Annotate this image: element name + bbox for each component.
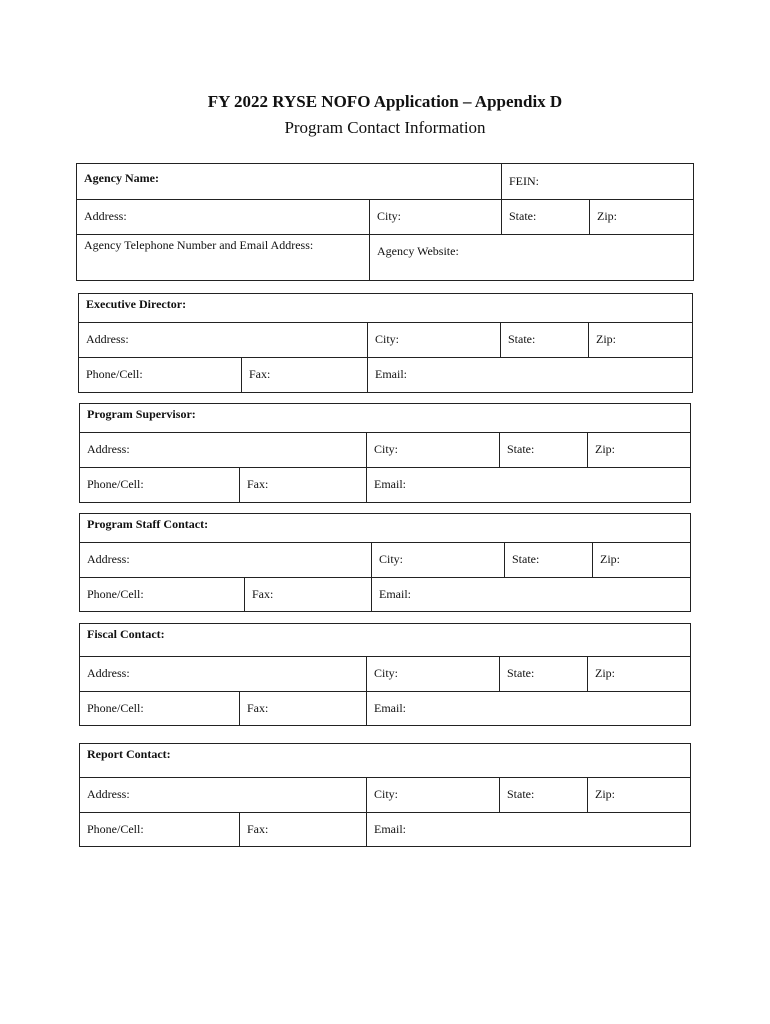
state-field[interactable]: State: (512, 552, 540, 566)
fax-field[interactable]: Fax: (247, 701, 269, 715)
fein-field[interactable]: FEIN: (509, 174, 539, 188)
address-field[interactable]: Address: (87, 787, 130, 801)
email-field[interactable]: Email: (379, 587, 411, 601)
email-field[interactable]: Email: (374, 477, 406, 491)
contact-heading: Program Staff Contact: (87, 517, 209, 531)
address-field[interactable]: Address: (87, 666, 130, 680)
agency-info-table (76, 163, 694, 281)
agency-telephone-email-field[interactable]: Agency Telephone Number and Email Address: (84, 238, 314, 252)
agency-zip-field[interactable]: Zip: (597, 209, 617, 223)
address-field[interactable]: Address: (87, 442, 130, 456)
agency-name-field[interactable]: Agency Name: (84, 171, 159, 185)
zip-field[interactable]: Zip: (600, 552, 620, 566)
fax-field[interactable]: Fax: (249, 367, 271, 381)
agency-city-field[interactable]: City: (377, 209, 402, 223)
state-field[interactable]: State: (507, 666, 535, 680)
page-subtitle: Program Contact Information (284, 118, 486, 137)
city-field[interactable]: City: (374, 787, 399, 801)
phone-field[interactable]: Phone/Cell: (87, 477, 144, 491)
fax-field[interactable]: Fax: (247, 477, 269, 491)
city-field[interactable]: City: (374, 442, 399, 456)
zip-field[interactable]: Zip: (596, 332, 616, 346)
agency-website-field[interactable]: Agency Website: (377, 244, 459, 258)
state-field[interactable]: State: (507, 787, 535, 801)
contact-heading: Fiscal Contact: (87, 627, 165, 641)
contact-table-executive-director (78, 293, 693, 393)
zip-field[interactable]: Zip: (595, 442, 615, 456)
page-title: FY 2022 RYSE NOFO Application – Appendix D (207, 92, 563, 111)
agency-state-field[interactable]: State: (509, 209, 537, 223)
fax-field[interactable]: Fax: (252, 587, 274, 601)
state-field[interactable]: State: (508, 332, 536, 346)
contact-table-report (79, 743, 691, 847)
phone-field[interactable]: Phone/Cell: (87, 701, 144, 715)
contact-table-program-supervisor (79, 403, 691, 503)
city-field[interactable]: City: (379, 552, 404, 566)
email-field[interactable]: Email: (375, 367, 407, 381)
address-field[interactable]: Address: (86, 332, 129, 346)
contact-table-fiscal (79, 623, 691, 726)
zip-field[interactable]: Zip: (595, 666, 615, 680)
zip-field[interactable]: Zip: (595, 787, 615, 801)
city-field[interactable]: City: (374, 666, 399, 680)
phone-field[interactable]: Phone/Cell: (87, 587, 144, 601)
email-field[interactable]: Email: (374, 822, 406, 836)
contact-heading: Report Contact: (87, 747, 171, 761)
contact-heading: Executive Director: (86, 297, 187, 311)
phone-field[interactable]: Phone/Cell: (86, 367, 143, 381)
address-field[interactable]: Address: (87, 552, 130, 566)
contact-table-program-staff (79, 513, 691, 612)
contact-heading: Program Supervisor: (87, 407, 196, 421)
email-field[interactable]: Email: (374, 701, 406, 715)
city-field[interactable]: City: (375, 332, 400, 346)
fax-field[interactable]: Fax: (247, 822, 269, 836)
agency-address-field[interactable]: Address: (84, 209, 127, 223)
phone-field[interactable]: Phone/Cell: (87, 822, 144, 836)
state-field[interactable]: State: (507, 442, 535, 456)
